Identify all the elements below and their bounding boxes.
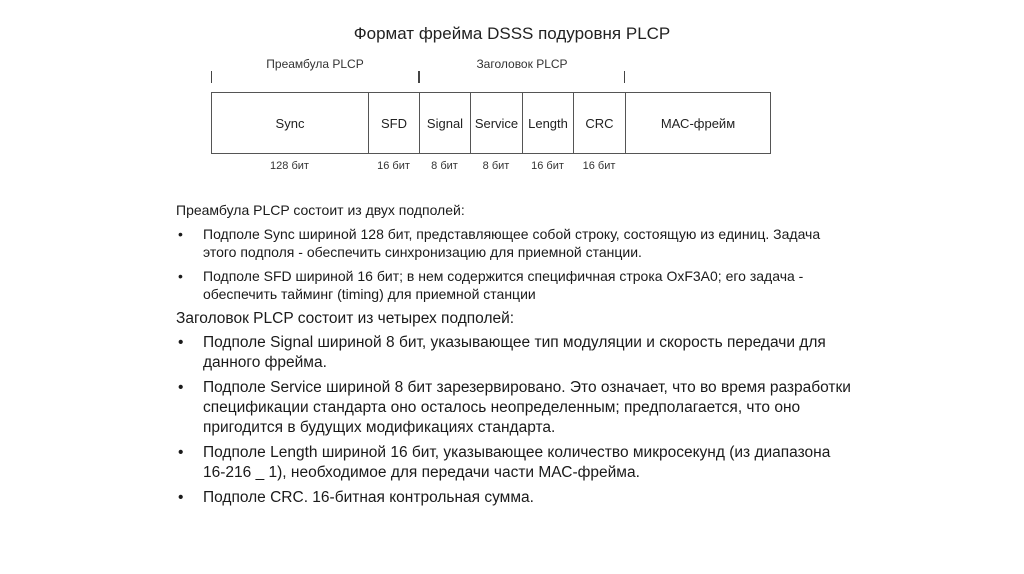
field-mac-frame: МАС-фрейм bbox=[660, 115, 736, 131]
field-signal: Signal bbox=[420, 93, 471, 153]
bits-signal: 8 бит bbox=[431, 160, 458, 172]
bullet-text: Подполе CRC. 16-битная контрольная сумма. bbox=[203, 489, 534, 506]
field-crc: CRC bbox=[574, 93, 626, 153]
bits-service: 8 бит bbox=[482, 160, 510, 172]
field-service: Service bbox=[471, 93, 523, 153]
list-item bbox=[176, 488, 856, 508]
bullet-icon: • bbox=[178, 379, 184, 396]
description-text bbox=[176, 201, 856, 513]
list-item bbox=[176, 333, 856, 373]
header-brace-label: Заголовок PLCP bbox=[472, 57, 571, 71]
header-brace bbox=[419, 57, 625, 87]
field-sizes-row bbox=[211, 160, 625, 176]
bits-sync: 128 бит bbox=[270, 160, 309, 172]
bullet-text: Подполе Signal шириной 8 бит, указывающее тип модуляции и скорость передачи для данного фрейма. bbox=[203, 334, 826, 371]
slide-title: Формат фрейма DSSS подуровня PLCP bbox=[353, 24, 671, 43]
frame-fields-row bbox=[211, 92, 771, 154]
bullet-icon: • bbox=[178, 268, 183, 284]
bits-crc: 16 бит bbox=[582, 160, 616, 172]
list-item bbox=[176, 378, 856, 438]
bits-sfd: 16 бит bbox=[377, 160, 410, 172]
field-sfd: SFD bbox=[369, 93, 420, 153]
preamble-bullet-list bbox=[176, 225, 856, 303]
bullet-text: Подполе Length шириной 16 бит, указывающее количество микросекунд (из диапазона 16-216 _ 1), необходимое для передачи части МАС-фрейма. bbox=[203, 444, 831, 481]
bullet-icon: • bbox=[178, 444, 184, 461]
bullet-text: Подполе Sync шириной 128 бит, представляющее собой строку, состоящую из единиц. Задача этого подполя - обеспечить синхронизацию для приемной станции. bbox=[203, 226, 821, 260]
bullet-text: Подполе SFD шириной 16 бит; в нем содержится специфичная строка OxF3A0; его задача - обеспечить тайминг (timing) для приемной станции bbox=[203, 268, 804, 302]
preamble-brace-label: Преамбула PLCP bbox=[262, 57, 367, 71]
header-bullet-list bbox=[176, 333, 856, 508]
list-item bbox=[176, 225, 856, 261]
preamble-brace bbox=[211, 57, 419, 87]
plcp-frame-diagram bbox=[205, 50, 770, 180]
field-length: Length bbox=[523, 93, 574, 153]
bullet-icon: • bbox=[178, 489, 184, 506]
field-sync: Sync bbox=[212, 93, 369, 153]
list-item bbox=[176, 267, 856, 303]
bullet-icon: • bbox=[178, 334, 184, 351]
bits-length: 16 бит bbox=[531, 160, 564, 172]
bullet-icon: • bbox=[178, 226, 183, 242]
list-item bbox=[176, 443, 856, 483]
header-intro: Заголовок PLCP состоит из четырех подполей: bbox=[176, 310, 515, 327]
bullet-text: Подполе Service шириной 8 бит зарезервировано. Это означает, что во время разработки спецификации стандарта оно осталось неопределенным; предполагается, что оно пригодится в будущих модификациях стандарта. bbox=[203, 379, 851, 436]
preamble-intro: Преамбула PLCP состоит из двух подполей: bbox=[176, 202, 465, 218]
